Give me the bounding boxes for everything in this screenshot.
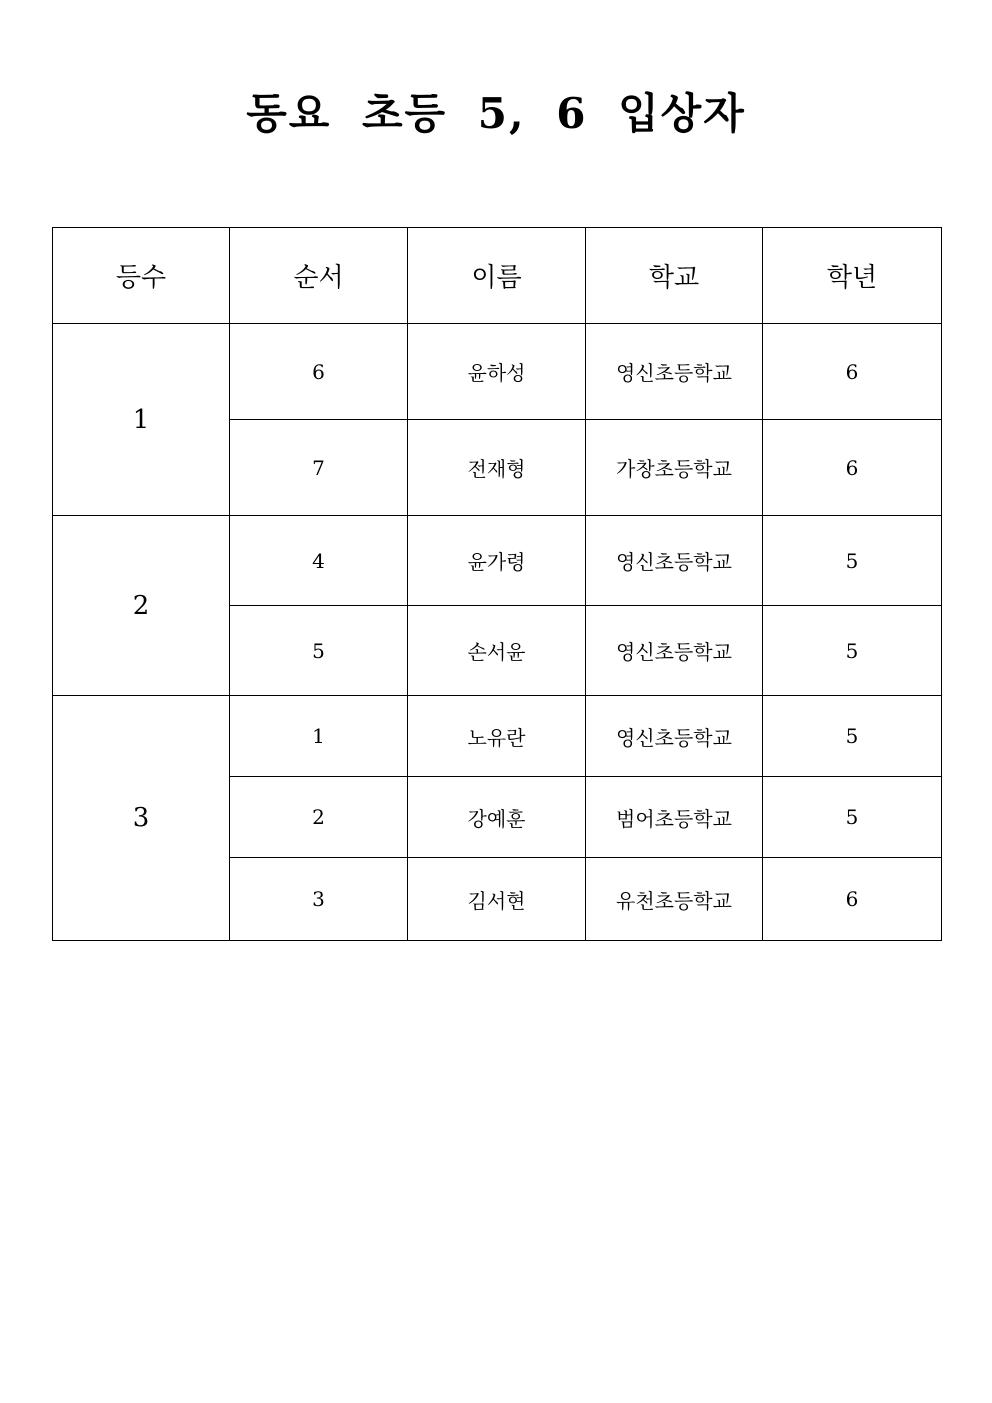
name-cell: 손서윤 bbox=[408, 606, 586, 696]
table-row bbox=[53, 324, 942, 420]
grade-cell: 5 bbox=[763, 777, 942, 858]
header-order: 순서 bbox=[230, 228, 408, 324]
name-cell: 김서현 bbox=[408, 858, 586, 941]
name-cell: 노유란 bbox=[408, 696, 586, 777]
name-cell: 전재형 bbox=[408, 420, 586, 516]
rank-cell: 3 bbox=[53, 696, 230, 941]
order-cell: 1 bbox=[230, 696, 408, 777]
school-cell: 가창초등학교 bbox=[586, 420, 763, 516]
header-school: 학교 bbox=[586, 228, 763, 324]
order-cell: 3 bbox=[230, 858, 408, 941]
school-cell: 영신초등학교 bbox=[586, 696, 763, 777]
name-cell: 윤가령 bbox=[408, 516, 586, 606]
grade-cell: 5 bbox=[763, 696, 942, 777]
order-cell: 2 bbox=[230, 777, 408, 858]
grade-cell: 5 bbox=[763, 606, 942, 696]
school-cell: 영신초등학교 bbox=[586, 516, 763, 606]
table-row bbox=[53, 696, 942, 777]
grade-cell: 6 bbox=[763, 420, 942, 516]
name-cell: 윤하성 bbox=[408, 324, 586, 420]
school-cell: 범어초등학교 bbox=[586, 777, 763, 858]
header-row bbox=[53, 228, 942, 324]
page-title: 동요 초등 5, 6 입상자 bbox=[246, 89, 746, 138]
order-cell: 6 bbox=[230, 324, 408, 420]
school-cell: 영신초등학교 bbox=[586, 606, 763, 696]
results-table bbox=[52, 227, 942, 941]
header-grade: 학년 bbox=[763, 228, 942, 324]
order-cell: 7 bbox=[230, 420, 408, 516]
rank-cell: 1 bbox=[53, 324, 230, 516]
header-rank: 등수 bbox=[53, 228, 230, 324]
grade-cell: 6 bbox=[763, 858, 942, 941]
order-cell: 5 bbox=[230, 606, 408, 696]
grade-cell: 6 bbox=[763, 324, 942, 420]
header-name: 이름 bbox=[408, 228, 586, 324]
table-row bbox=[53, 516, 942, 606]
order-cell: 4 bbox=[230, 516, 408, 606]
school-cell: 영신초등학교 bbox=[586, 324, 763, 420]
rank-cell: 2 bbox=[53, 516, 230, 696]
name-cell: 강예훈 bbox=[408, 777, 586, 858]
school-cell: 유천초등학교 bbox=[586, 858, 763, 941]
grade-cell: 5 bbox=[763, 516, 942, 606]
